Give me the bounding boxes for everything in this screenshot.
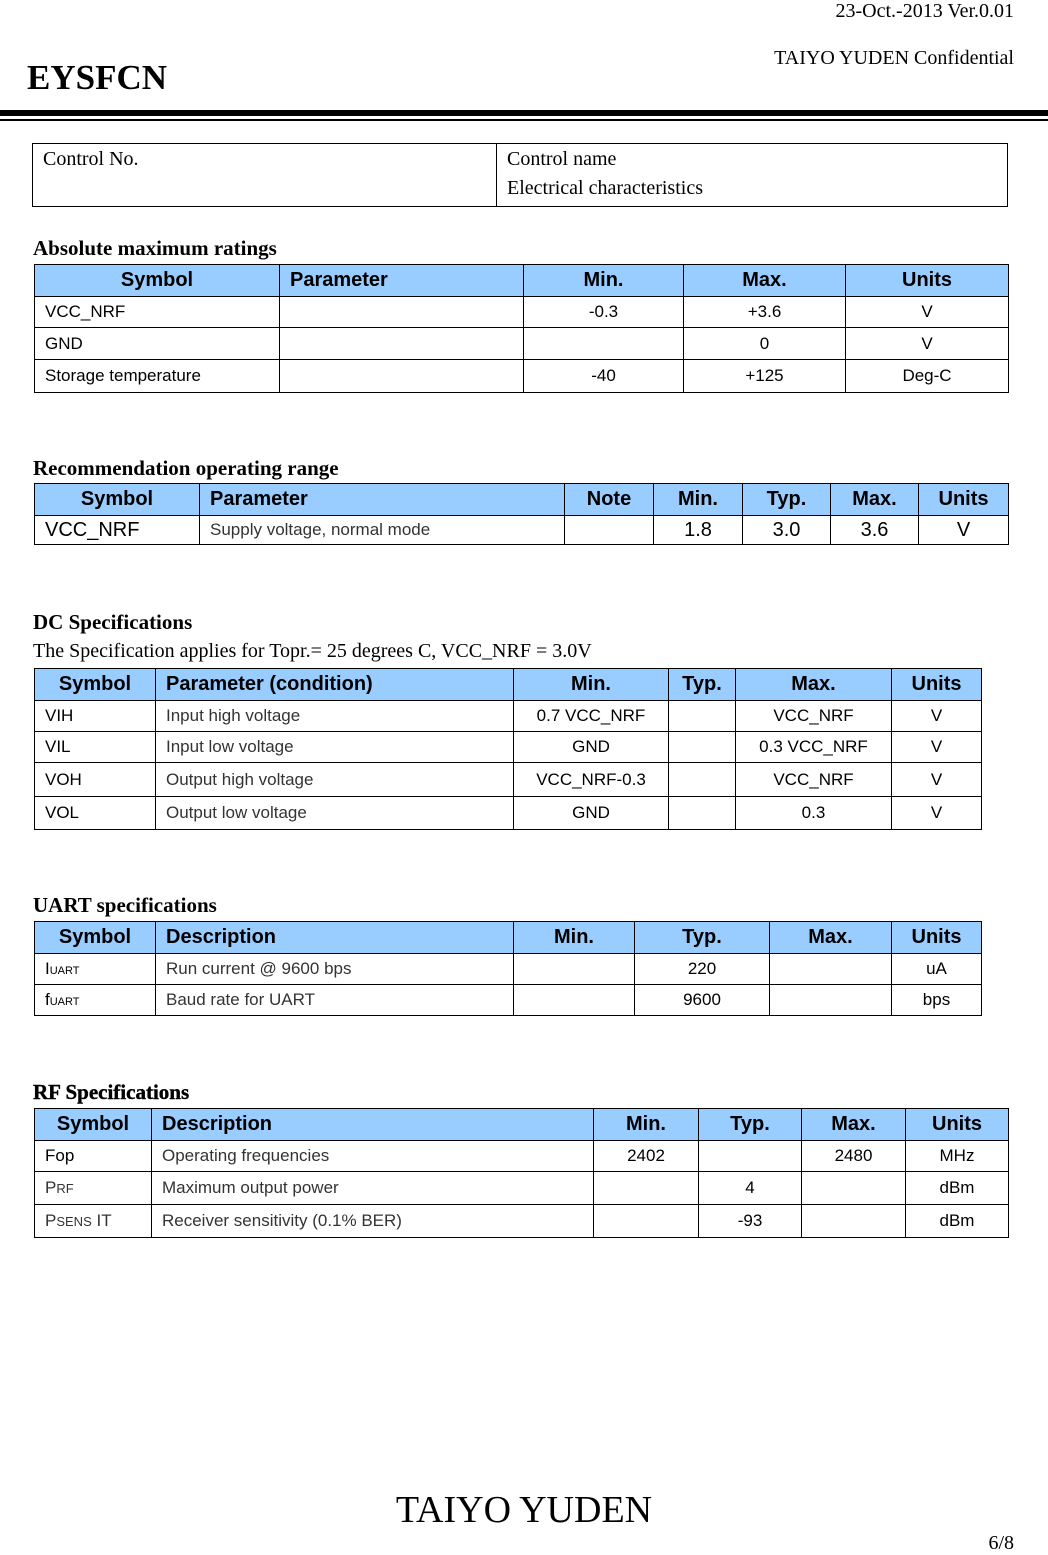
cell: Supply voltage, normal mode bbox=[200, 516, 565, 545]
dc-note: The Specification applies for Topr.= 25 degrees C, VCC_NRF = 3.0V bbox=[33, 640, 592, 662]
col-header: Min. bbox=[514, 922, 635, 954]
col-header: Min. bbox=[514, 669, 669, 701]
cell: 0 bbox=[684, 328, 846, 360]
doc-code: EYSFCN bbox=[27, 58, 168, 97]
cell: 2480 bbox=[802, 1141, 906, 1172]
table-row bbox=[35, 360, 1009, 393]
cell: V bbox=[892, 701, 982, 732]
control-name-label: Control name bbox=[507, 148, 617, 170]
cell bbox=[565, 516, 654, 545]
col-header: Symbol bbox=[35, 1109, 152, 1141]
col-header: Units bbox=[846, 265, 1009, 297]
table-row bbox=[35, 297, 1009, 328]
table-header-row bbox=[35, 922, 982, 954]
cell: VCC_NRF bbox=[35, 516, 200, 545]
col-header: Units bbox=[919, 484, 1009, 516]
table-header-row bbox=[35, 484, 1009, 516]
abs-max-table bbox=[34, 264, 1009, 393]
col-header: Max. bbox=[802, 1109, 906, 1141]
rf-table bbox=[34, 1108, 1009, 1238]
cell: V bbox=[846, 328, 1009, 360]
cell: +3.6 bbox=[684, 297, 846, 328]
cell: 1.8 bbox=[654, 516, 743, 545]
col-header: Typ. bbox=[699, 1109, 802, 1141]
table-row bbox=[35, 1205, 1009, 1238]
table-header-row bbox=[35, 669, 982, 701]
table-header-row bbox=[35, 1109, 1009, 1141]
symbol-cell bbox=[35, 1205, 152, 1238]
cell bbox=[669, 797, 736, 830]
table-row bbox=[35, 763, 982, 797]
cell: VOL bbox=[35, 797, 156, 830]
cell: 0.3 VCC_NRF bbox=[736, 732, 892, 763]
cell: V bbox=[846, 297, 1009, 328]
confidential-label: TAIYO YUDEN Confidential bbox=[774, 47, 1014, 69]
col-header: Max. bbox=[684, 265, 846, 297]
symbol-cell bbox=[35, 1141, 152, 1172]
cell: -93 bbox=[699, 1205, 802, 1238]
symbol-main: P bbox=[45, 1178, 57, 1197]
col-header: Parameter bbox=[280, 265, 524, 297]
cell: VCC_NRF bbox=[736, 763, 892, 797]
col-header: Units bbox=[892, 669, 982, 701]
control-divider bbox=[496, 144, 497, 206]
table-row bbox=[35, 985, 982, 1016]
cell: Input low voltage bbox=[156, 732, 514, 763]
symbol-small: SENS bbox=[56, 1214, 92, 1229]
cell bbox=[699, 1141, 802, 1172]
cell bbox=[802, 1172, 906, 1205]
cell bbox=[524, 328, 684, 360]
col-header: Typ. bbox=[669, 669, 736, 701]
cell bbox=[514, 954, 635, 985]
control-box bbox=[32, 143, 1008, 207]
cell: VIL bbox=[35, 732, 156, 763]
col-header: Min. bbox=[524, 265, 684, 297]
col-header: Symbol bbox=[35, 922, 156, 954]
symbol-main: Fop bbox=[45, 1146, 75, 1165]
cell: VCC_NRF-0.3 bbox=[514, 763, 669, 797]
cell: 9600 bbox=[635, 985, 770, 1016]
uart-title: UART specifications bbox=[33, 893, 217, 917]
cell: GND bbox=[514, 797, 669, 830]
col-header: Min. bbox=[594, 1109, 699, 1141]
table-row bbox=[35, 732, 982, 763]
cell: 3.0 bbox=[743, 516, 831, 545]
cell bbox=[669, 701, 736, 732]
cell: Run current @ 9600 bps bbox=[156, 954, 514, 985]
cell: Output high voltage bbox=[156, 763, 514, 797]
rec-range-table bbox=[34, 483, 1009, 545]
cell: dBm bbox=[906, 1172, 1009, 1205]
cell bbox=[594, 1205, 699, 1238]
cell: V bbox=[919, 516, 1009, 545]
cell: VIH bbox=[35, 701, 156, 732]
cell: Operating frequencies bbox=[152, 1141, 594, 1172]
rec-range-title: Recommendation operating range bbox=[33, 456, 339, 480]
cell: bps bbox=[892, 985, 982, 1016]
cell: Storage temperature bbox=[35, 360, 280, 393]
col-header: Symbol bbox=[35, 669, 156, 701]
col-header: Units bbox=[892, 922, 982, 954]
cell: uA bbox=[892, 954, 982, 985]
cell: -0.3 bbox=[524, 297, 684, 328]
cell: dBm bbox=[906, 1205, 1009, 1238]
col-header: Max. bbox=[770, 922, 892, 954]
table-row bbox=[35, 1141, 1009, 1172]
col-header: Parameter (condition) bbox=[156, 669, 514, 701]
cell: 220 bbox=[635, 954, 770, 985]
col-header: Max. bbox=[736, 669, 892, 701]
cell bbox=[669, 763, 736, 797]
cell bbox=[594, 1172, 699, 1205]
cell: 3.6 bbox=[831, 516, 919, 545]
col-header: Description bbox=[152, 1109, 594, 1141]
table-row bbox=[35, 797, 982, 830]
cell: -40 bbox=[524, 360, 684, 393]
symbol-tail: IT bbox=[91, 1211, 112, 1230]
col-header: Parameter bbox=[200, 484, 565, 516]
cell: VOH bbox=[35, 763, 156, 797]
cell bbox=[669, 732, 736, 763]
cell bbox=[280, 328, 524, 360]
cell bbox=[280, 297, 524, 328]
table-header-row bbox=[35, 265, 1009, 297]
cell bbox=[770, 954, 892, 985]
symbol-subscript: UART bbox=[49, 965, 80, 977]
cell: Maximum output power bbox=[152, 1172, 594, 1205]
cell: VCC_NRF bbox=[35, 297, 280, 328]
cell: 4 bbox=[699, 1172, 802, 1205]
rf-title: RF Specifications bbox=[33, 1080, 190, 1104]
cell: 2402 bbox=[594, 1141, 699, 1172]
cell: 0.7 VCC_NRF bbox=[514, 701, 669, 732]
symbol-main: P bbox=[45, 1211, 57, 1230]
cell: Receiver sensitivity (0.1% BER) bbox=[152, 1205, 594, 1238]
symbol-main: I bbox=[45, 959, 50, 978]
cell: Deg-C bbox=[846, 360, 1009, 393]
cell: GND bbox=[514, 732, 669, 763]
cell: GND bbox=[35, 328, 280, 360]
cell: Baud rate for UART bbox=[156, 985, 514, 1016]
cell: V bbox=[892, 763, 982, 797]
control-name-value: Electrical characteristics bbox=[507, 177, 703, 199]
table-row bbox=[35, 328, 1009, 360]
table-row bbox=[35, 516, 1009, 545]
cell bbox=[514, 985, 635, 1016]
symbol-cell bbox=[35, 985, 156, 1016]
cell: V bbox=[892, 797, 982, 830]
dc-title: DC Specifications bbox=[33, 610, 193, 634]
symbol-cell bbox=[35, 1172, 152, 1205]
symbol-small: RF bbox=[56, 1181, 74, 1196]
cell bbox=[802, 1205, 906, 1238]
table-row bbox=[35, 701, 982, 732]
dc-table bbox=[34, 668, 982, 830]
col-header: Typ. bbox=[743, 484, 831, 516]
col-header: Description bbox=[156, 922, 514, 954]
footer-company: TAIYO YUDEN bbox=[395, 1489, 653, 1531]
cell bbox=[770, 985, 892, 1016]
header-rule-thick bbox=[0, 110, 1048, 116]
col-header: Min. bbox=[654, 484, 743, 516]
control-no-label: Control No. bbox=[43, 148, 139, 170]
page-number: 6/8 bbox=[988, 1532, 1014, 1554]
cell: Input high voltage bbox=[156, 701, 514, 732]
col-header: Note bbox=[565, 484, 654, 516]
table-row bbox=[35, 954, 982, 985]
cell: VCC_NRF bbox=[736, 701, 892, 732]
header-rule-thin bbox=[0, 119, 1048, 121]
col-header: Max. bbox=[831, 484, 919, 516]
col-header: Typ. bbox=[635, 922, 770, 954]
col-header: Symbol bbox=[35, 265, 280, 297]
col-header: Symbol bbox=[35, 484, 200, 516]
cell: MHz bbox=[906, 1141, 1009, 1172]
cell bbox=[280, 360, 524, 393]
symbol-main: f bbox=[45, 990, 50, 1009]
uart-table bbox=[34, 921, 982, 1016]
abs-max-title: Absolute maximum ratings bbox=[33, 236, 277, 260]
col-header: Units bbox=[906, 1109, 1009, 1141]
cell: Output low voltage bbox=[156, 797, 514, 830]
cell: 0.3 bbox=[736, 797, 892, 830]
symbol-subscript: UART bbox=[49, 996, 80, 1008]
table-row bbox=[35, 1172, 1009, 1205]
date-version: 23-Oct.-2013 Ver.0.01 bbox=[835, 0, 1014, 22]
symbol-cell bbox=[35, 954, 156, 985]
cell: V bbox=[892, 732, 982, 763]
cell: +125 bbox=[684, 360, 846, 393]
